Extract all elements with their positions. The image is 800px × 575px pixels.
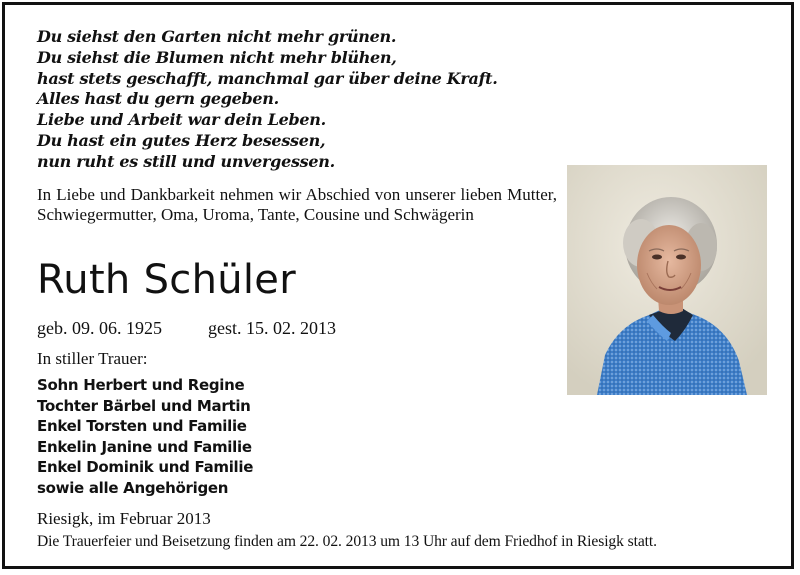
place-date: Riesigk, im Februar 2013 [37,509,211,528]
mourner-item: Enkel Dominik und Familie [37,458,254,476]
death-date: gest. 15. 02. 2013 [208,318,336,338]
birth-date: geb. 09. 06. 1925 [37,318,162,338]
farewell-intro: In Liebe und Dankbarkeit nehmen wir Abschied von unserer lieben Mutter, Schwiegermutter, Oma, Uroma, Tante, Cousine und Schwägerin [37,185,557,224]
poem-line: hast stets geschafft, manchmal gar über deine Kraft. [37,68,498,88]
portrait-illustration [567,165,767,395]
funeral-notice: Die Trauerfeier und Beisetzung finden am 22. 02. 2013 um 13 Uhr auf dem Friedhof in Riesigk statt. [37,533,657,550]
poem [37,27,557,173]
mourners-list [37,375,253,498]
portrait-photo [567,165,767,395]
mourner-item: Enkelin Janine und Familie [37,437,252,456]
poem-line: Du hast ein gutes Herz besessen, [37,130,326,150]
mourner-item: Sohn Herbert und Regine [37,376,245,394]
mourner-item: Tochter Bärbel und Martin [37,396,251,415]
poem-line: Liebe und Arbeit war dein Leben. [37,110,326,130]
poem-line: Du siehst die Blumen nicht mehr blühen, [37,47,397,67]
obituary-notice [2,2,794,569]
life-dates [37,318,336,339]
poem-line: nun ruht es still und unvergessen. [37,151,335,171]
poem-line: Alles hast du gern gegeben. [37,89,279,109]
mourner-item: Enkel Torsten und Familie [37,417,247,435]
mourner-item: sowie alle Angehörigen [37,478,229,497]
poem-line: Du siehst den Garten nicht mehr grünen. [37,27,397,46]
mourning-label: In stiller Trauer: [37,349,148,368]
deceased-name: Ruth Schüler [37,257,296,303]
